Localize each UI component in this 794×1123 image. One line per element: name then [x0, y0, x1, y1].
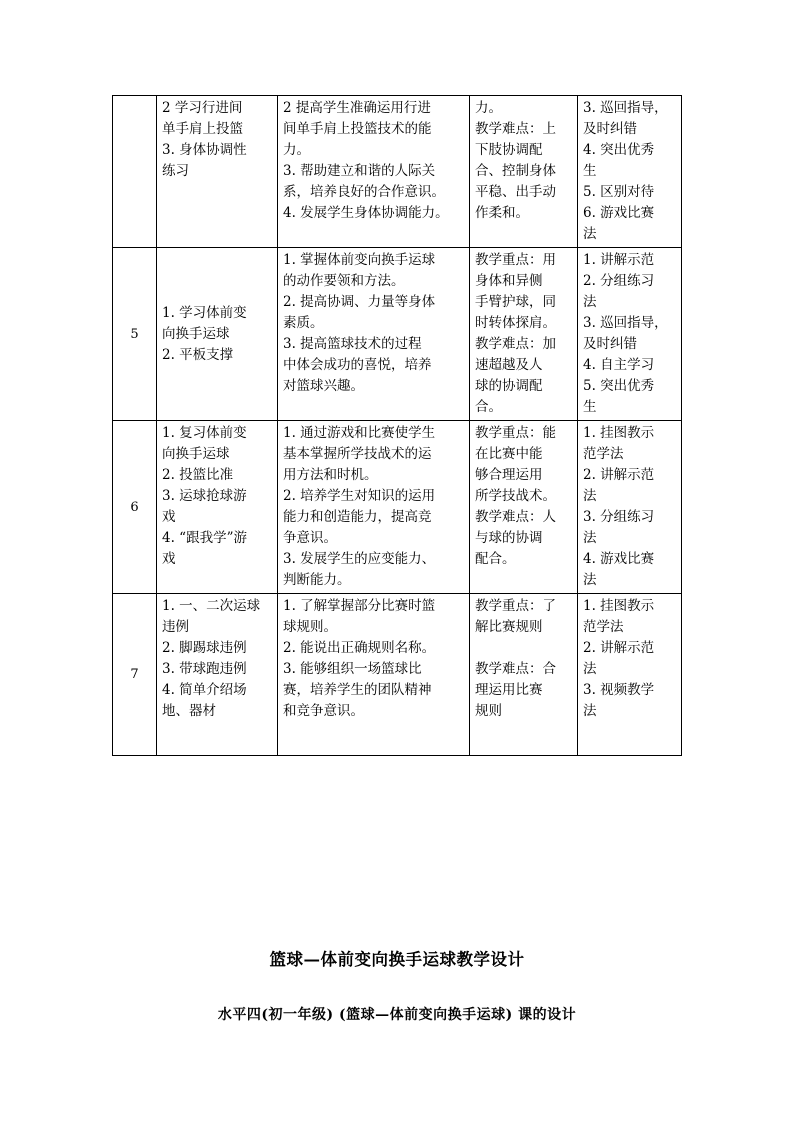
cell-line: 素质。 [283, 315, 324, 331]
cell-line: 违例 [162, 619, 189, 635]
cell-line: 1. 通过游戏和比赛使学生 [283, 425, 436, 441]
cell-line: 合。 [475, 399, 502, 415]
cell-line: 1. 了解掌握部分比赛时篮 [283, 598, 436, 614]
row-content-cell [157, 248, 278, 421]
page-subtitle: 水平四(初一年级) (篮球—体前变向换手运球) 课的设计 [217, 1007, 577, 1023]
cell-line: 2 提高学生准确运用行进 [283, 100, 431, 116]
cell-line: 3. 视频教学 [583, 682, 655, 698]
cell-line: 生 [583, 163, 597, 179]
cell-line: 下肢协调配 [475, 142, 543, 158]
row-methods-cell [578, 594, 682, 756]
cell-line: 2. 培养学生对知识的运用 [283, 488, 436, 504]
cell-line: 法 [583, 572, 597, 588]
page-title: 篮球—体前变向换手运球教学设计 [269, 950, 525, 969]
cell-line: 1. 一、二次运球 [162, 598, 261, 614]
cell-line [475, 638, 574, 659]
cell-line: 能力和创造能力，提高竞 [283, 509, 432, 525]
cell-line: 教学重点：能 [475, 425, 556, 441]
cell-line: 3. 巡回指导， [583, 315, 668, 331]
cell-line: 3. 分组练习 [583, 509, 655, 525]
cell-line: 6. 游戏比赛 [583, 205, 655, 221]
cell-line: 3. 能够组织一场篮球比 [283, 661, 422, 677]
cell-line: 练习 [162, 163, 189, 179]
row-number: 6 [113, 421, 157, 594]
cell-line: 2 学习行进间 [162, 100, 243, 116]
cell-line: 时转体探肩。 [475, 315, 556, 331]
cell-line: 1. 挂图教示 [583, 425, 655, 441]
cell-line: 范学法 [583, 446, 624, 462]
row-keypoints-cell [470, 248, 578, 421]
cell-line: 2. 能说出正确规则名称。 [283, 640, 436, 656]
cell-line: 法 [583, 294, 597, 310]
cell-line: 3. 带球跑违例 [162, 661, 247, 677]
cell-line: 4. 简单介绍场 [162, 682, 247, 698]
cell-line: 2. 脚踢球违例 [162, 640, 247, 656]
cell-line: 1. 复习体前变 [162, 425, 247, 441]
cell-line: 力。 [283, 142, 310, 158]
cell-line: 法 [583, 530, 597, 546]
cell-line: 用方法和时机。 [283, 467, 378, 483]
cell-line: 向换手运球 [162, 446, 230, 462]
cell-line: 力。 [475, 100, 502, 116]
cell-line: 系，培养良好的合作意识。 [283, 184, 445, 200]
row-keypoints-cell [470, 421, 578, 594]
cell-line: 2. 讲解示范 [583, 467, 655, 483]
table-row [113, 594, 682, 756]
cell-line: 教学难点：人 [475, 509, 556, 525]
row-keypoints-cell [470, 96, 578, 248]
row-goals-cell [278, 96, 470, 248]
row-methods-cell [578, 96, 682, 248]
cell-line: 1. 讲解示范 [583, 252, 655, 268]
cell-line: 教学难点：加 [475, 336, 556, 352]
cell-line: 赛，培养学生的团队精神 [283, 682, 432, 698]
cell-line: 1. 挂图教示 [583, 598, 655, 614]
cell-line: 5. 区别对待 [583, 184, 655, 200]
cell-line: 判断能力。 [283, 572, 351, 588]
cell-line: 合、控制身体 [475, 163, 556, 179]
cell-line: 3. 巡回指导， [583, 100, 668, 116]
cell-line: 够合理运用 [475, 467, 543, 483]
row-content-cell [157, 96, 278, 248]
cell-line: 教学难点：上 [475, 121, 556, 137]
cell-line: 3. 运球抢球游 [162, 488, 247, 504]
cell-line: 教学重点：了 [475, 598, 556, 614]
cell-line: 戏 [162, 551, 176, 567]
cell-line: 4. 游戏比赛 [583, 551, 655, 567]
cell-line: 法 [583, 488, 597, 504]
cell-line: 及时纠错 [583, 336, 637, 352]
cell-line: 理运用比赛 [475, 682, 543, 698]
cell-line: 2. 分组练习 [583, 273, 655, 289]
cell-line: 平稳、出手动 [475, 184, 556, 200]
cell-line: 4. 自主学习 [583, 357, 655, 373]
cell-line: 3. 帮助建立和谐的人际关 [283, 163, 436, 179]
cell-line: 2. 提高协调、力量等身体 [283, 294, 436, 310]
cell-line: 手臂护球，同 [475, 294, 556, 310]
cell-line: 法 [583, 703, 597, 719]
table-row [113, 96, 682, 248]
cell-line: 球规则。 [283, 619, 337, 635]
cell-line: 4. 突出优秀 [583, 142, 655, 158]
lesson-plan-table [112, 95, 682, 756]
cell-line: 地、器材 [162, 703, 216, 719]
cell-line: 规则 [475, 703, 502, 719]
cell-line: 法 [583, 226, 597, 242]
cell-line: 2. 讲解示范 [583, 640, 655, 656]
cell-line: 5. 突出优秀 [583, 378, 655, 394]
cell-line: 2. 投篮比准 [162, 467, 234, 483]
cell-line: 范学法 [583, 619, 624, 635]
cell-line: 3. 身体协调性 [162, 142, 247, 158]
cell-line: 配合。 [475, 551, 516, 567]
cell-line: 4. 发展学生身体协调能力。 [283, 205, 449, 221]
cell-line: 教学难点：合 [475, 661, 556, 677]
cell-line: 对篮球兴趣。 [283, 378, 364, 394]
lesson-plan-body [113, 96, 682, 756]
cell-line: 与球的协调 [475, 530, 543, 546]
table-row [113, 421, 682, 594]
row-number: 7 [113, 594, 157, 756]
row-methods-cell [578, 421, 682, 594]
cell-line: 2. 平板支撑 [162, 346, 234, 363]
cell-line: 在比赛中能 [475, 446, 543, 462]
cell-line: 争意识。 [283, 530, 337, 546]
cell-line: 法 [583, 661, 597, 677]
row-keypoints-cell [470, 594, 578, 756]
cell-line: 所学技战术。 [475, 488, 556, 504]
cell-line: 球的协调配 [475, 378, 543, 394]
cell-line: 速超越及人 [475, 357, 543, 373]
row-goals-cell [278, 248, 470, 421]
row-content-cell [157, 594, 278, 756]
table-row [113, 248, 682, 421]
cell-line: 间单手肩上投篮技术的能 [283, 121, 432, 137]
row-content-cell [157, 421, 278, 594]
cell-line: 单手肩上投篮 [162, 121, 243, 137]
cell-line: 和竞争意识。 [283, 703, 364, 719]
cell-line: 3. 提高篮球技术的过程 [283, 336, 422, 352]
cell-line: 生 [583, 399, 597, 415]
cell-line: 3. 发展学生的应变能力、 [283, 551, 436, 567]
cell-line: 1. 掌握体前变向换手运球 [283, 252, 436, 268]
cell-line: 基本掌握所学技战术的运 [283, 446, 432, 462]
cell-line: 的动作要领和方法。 [283, 273, 405, 289]
cell-line: 4. “跟我学”游 [162, 530, 247, 546]
row-goals-cell [278, 421, 470, 594]
row-number [113, 96, 157, 248]
cell-line: 作柔和。 [475, 205, 529, 221]
cell-line: 中体会成功的喜悦，培养 [283, 357, 432, 373]
cell-line: 1. 学习体前变 [162, 304, 247, 321]
row-goals-cell [278, 594, 470, 756]
cell-line: 身体和异侧 [475, 273, 543, 289]
cell-line: 戏 [162, 509, 176, 525]
row-number: 5 [113, 248, 157, 421]
cell-line: 教学重点：用 [475, 252, 556, 268]
cell-line: 向换手运球 [162, 325, 230, 342]
cell-line: 及时纠错 [583, 121, 637, 137]
cell-line: 解比赛规则 [475, 619, 543, 635]
row-methods-cell [578, 248, 682, 421]
